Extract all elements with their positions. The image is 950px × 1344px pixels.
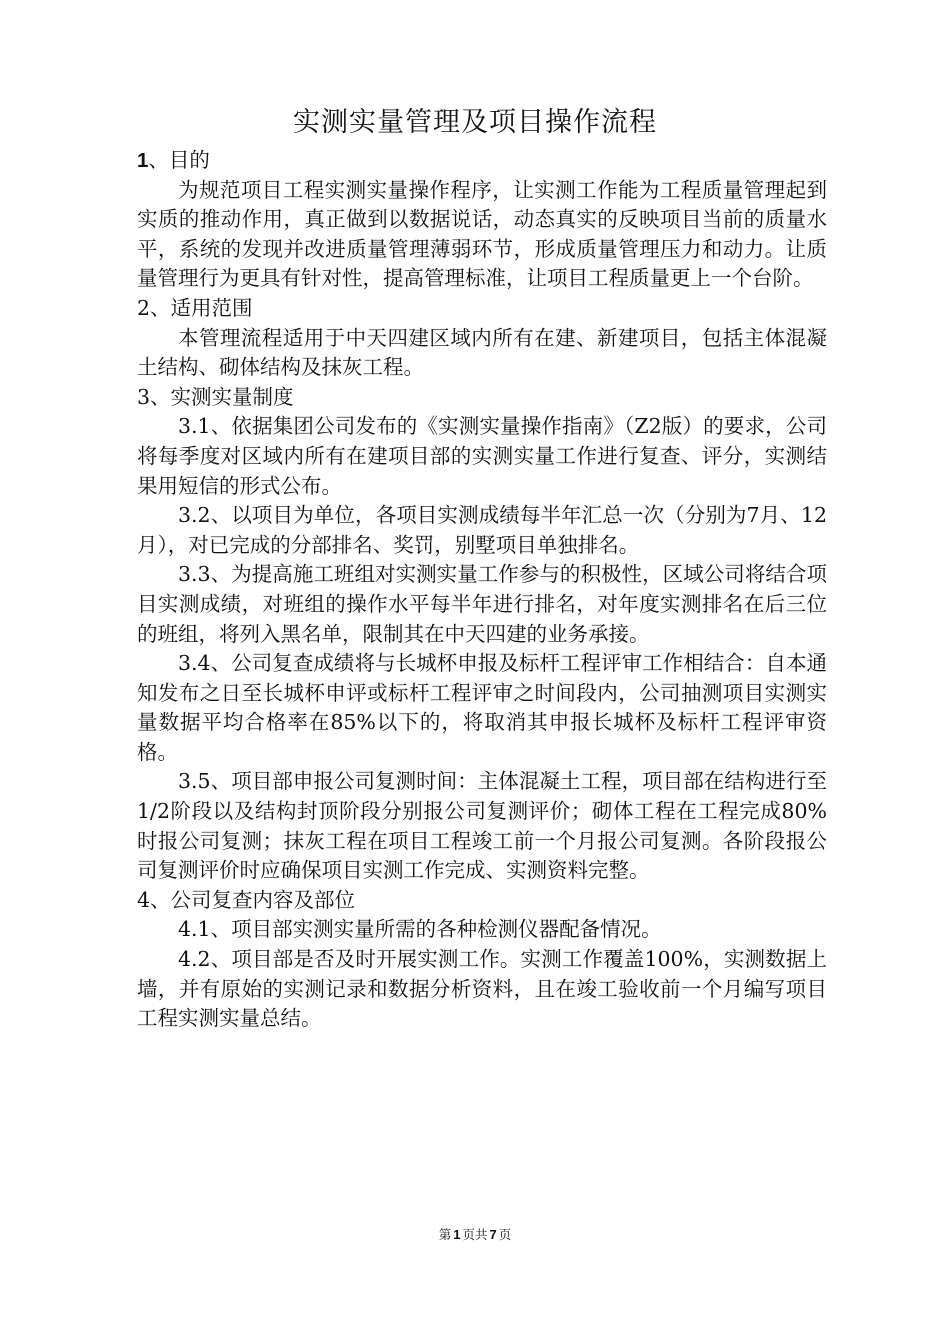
footer-total-pages: 7 [489,1227,497,1242]
paragraph: 3.5、项目部申报公司复测时间：主体混凝土工程，项目部在结构进行至1/2阶段以及结构封顶阶段分别报公司复测评价；砌体工程在工程完成80%时报公司复测；抹灰工程在项目工程竣工前一个月报公司复测。各阶段报公司复测评价时应确保项目实测工作完成、实测资料完整。 [137,769,827,883]
paragraph: 3.4、公司复查成绩将与长城杯申报及标杆工程评审工作相结合：自本通知发布之日至长城杯申评或标杆工程评审之时间段内，公司抽测项目实测实量数据平均合格率在85%以下的，将取消其申报长城杯及标杆工程评审资格。 [137,651,827,764]
page-footer [0,1226,950,1244]
section-number: 1 [137,149,149,172]
document-title: 实测实量管理及项目操作流程 [293,107,657,138]
section-scope [137,294,827,383]
section-heading-text: 、目的 [148,148,210,172]
section-inspection [137,886,827,1034]
paragraph: 3.3、为提高施工班组对实测实量工作参与的积极性，区域公司将结合项目实测成绩，对班组的操作水平每半年进行排名，对年度实测排名在后三位的班组，将列入黑名单，限制其在中天四建的业务承接。 [137,562,827,646]
footer-current-page: 1 [453,1227,461,1242]
paragraph: 3.1、依据集团公司发布的《实测实量操作指南》（Z2版）的要求，公司将每季度对区域内所有在建项目部的实测实量工作进行复查、评分，实测结果用短信的形式公布。 [137,414,827,498]
footer-prefix: 第 [438,1227,452,1242]
section-heading: 3、实测实量制度 [137,384,294,409]
document-body [137,146,827,1034]
section-heading [137,146,827,176]
section-heading: 2、适用范围 [137,295,253,320]
paragraph: 为规范项目工程实测实量操作程序，让实测工作能为工程质量管理起到实质的推动作用，真正做到以数据说话，动态真实的反映项目当前的质量水平，系统的发现并改进质量管理薄弱环节，形成质量管理压力和动力。让质量管理行为更具有针对性，提高管理标准，让项目工程质量更上一个台阶。 [137,177,827,291]
paragraph: 4.2、项目部是否及时开展实测工作。实测工作覆盖100%，实测数据上墙，并有原始的实测记录和数据分析资料，且在竣工验收前一个月编写项目工程实测实量总结。 [137,947,827,1031]
paragraph: 本管理流程适用于中天四建区域内所有在建、新建项目，包括主体混凝土结构、砌体结构及抹灰工程。 [137,325,827,380]
footer-middle: 页共 [462,1227,488,1242]
paragraph: 3.2、以项目为单位，各项目实测成绩每半年汇总一次（分别为7月、12月），对已完成的分部排名、奖罚，别墅项目单独排名。 [137,503,827,557]
section-purpose [137,146,827,294]
section-system [137,383,827,886]
section-heading: 4、公司复查内容及部位 [137,887,356,912]
paragraph: 4.1、项目部实测实量所需的各种检测仪器配备情况。 [178,917,662,942]
footer-suffix: 页 [498,1227,512,1242]
